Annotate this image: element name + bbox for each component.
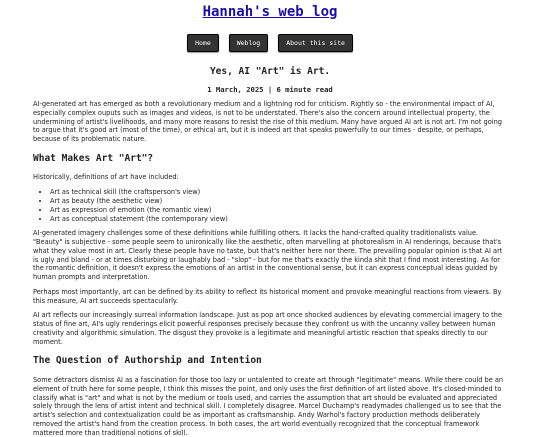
site-title (0, 4, 540, 20)
list-item: • Art as beauty (the aesthetic view) (50, 197, 507, 206)
post-meta: 1 March, 2025 | 6 minute read (207, 85, 333, 94)
paragraph: AI art reflects our increasingly surreal information landscape. Just as pop art once shocked audiences by elevating commercial imagery to the status of fine art, AI's ugly renderings elicit powerful responses precisely because they confront us with the uncanny valley between human creativity and algorithmic simulation. The disgust they provoke is a legitimate and meaningful artistic reaction that speaks directly to our moment. (33, 311, 502, 346)
nav-about-button[interactable]: About this site (278, 34, 353, 52)
definitions-list (33, 188, 507, 223)
list-item: • Art as expression of emotion (the romantic view) (50, 206, 507, 215)
intro-paragraph: AI-generated art has emerged as both a revolutionary medium and a lightning rod for criticism. Rightly so - the environmental impact of AI, especially complex ouputs such as images and videos, is not to be understated. There's also the concern around intellectual property, the undermining of artist's livelihoods, and many more reasons to resist the rise of this medium. Many have argued AI art is not art. I'm not going to argue that it's good art (most of the time), or ethical art, but it is indeed art that speaks powerfully to our times - despite, or perhaps, because of its problematic nature. (33, 100, 502, 144)
post-title: Yes, AI "Art" is Art. (209, 66, 331, 77)
top-nav (0, 34, 540, 52)
list-item: • Art as technical skill (the craftsperson's view) (50, 188, 507, 197)
definitions-lead: Historically, definitions of art have included: (33, 173, 179, 182)
list-item: • Art as conceptual statement (the contemporary view) (50, 215, 507, 224)
nav-weblog-button[interactable]: Weblog (229, 34, 268, 52)
section-heading-art: What Makes Art "Art"? (33, 152, 154, 164)
blog-post (0, 66, 540, 437)
site-header (0, 4, 540, 52)
site-title-link[interactable]: Hannah's web log (202, 4, 338, 20)
post-content (0, 100, 540, 437)
paragraph: Perhaps most importantly, art can be defined by its ability to reflect its historical moment and provoke meaningful reactions from viewers. By this measure, AI art succeeds spectacularly. (33, 287, 502, 305)
paragraph: AI-generated imagery challenges some of these definitions while fulfilling others. It lacks the hand-crafted quality traditionalists value. "Beauty" is subjective - some people seem to unironically like the aesthetic, often marvelling at photorealism in AI renderings, because that's what they value most in art. Clearly these people have no taste, but that's neither here nor there. The prevailing popular opinion is that AI art is ugly and bland - or at times disturbing or laughably bad - "slop" - but for me that's exactly the kinda shit that I find most interesting. As for the romantic definition, it doesn't express the emotions of an artist in the conventional sense, but it can express conceptual ideas guided by human prompts and interpretation. (33, 229, 503, 282)
nav-home-button[interactable]: Home (187, 34, 219, 52)
paragraph: Some detractors dismiss AI as a fascination for those too lazy or untalented to create art through "legitimate" means. While there could be an element of truth here for some people, I think this misses the point, and only uses the first definition of art listed above. It's closed-minded to classify what is "art" and what is not by the medium or tools used, and carries the assumption that art should be evaluated and appreciated solely through the lens of artist intent and technical skill. I completely disagree. Marcel Duchamp's readymades challenged us to see that the artist's selection and contextualization could be as important as craftsmanship. Andy Warhol's factory production methods deliberately removed the artist's hand from the creation process. In both cases, the art world eventually recognized that the conceptual framework mattered more than traditional notions of skill. (33, 376, 504, 437)
section-heading-authorship: The Question of Authorship and Intention (33, 355, 262, 367)
